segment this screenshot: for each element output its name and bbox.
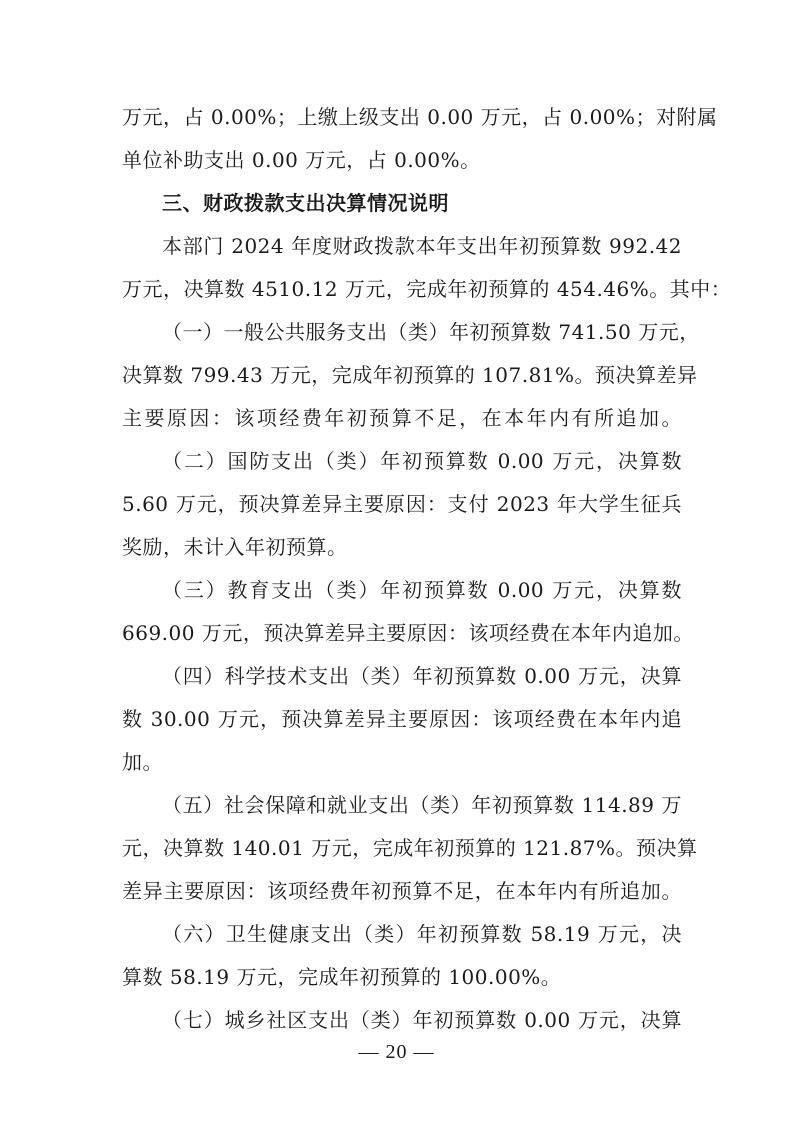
- body-line: （二）国防支出（类）年初预算数 0.00 万元，决算数: [162, 449, 682, 473]
- body-line: 5.60 万元，预决算差异主要原因：支付 2023 年大学生征兵: [122, 492, 682, 516]
- body-line: 669.00 万元，预决算差异主要原因：该项经费在本年内追加。: [122, 621, 694, 645]
- body-line: 加。: [122, 750, 163, 774]
- body-line: （四）科学技术支出（类）年初预算数 0.00 万元，决算: [162, 664, 682, 688]
- section-heading: 三、财政拨款支出决算情况说明: [162, 191, 449, 215]
- body-line: 奖励，未计入年初预算。: [122, 535, 348, 559]
- body-line: 算数 58.19 万元，完成年初预算的 100.00%。: [122, 965, 562, 989]
- body-line: （三）教育支出（类）年初预算数 0.00 万元，决算数: [162, 578, 682, 602]
- body-line: 数 30.00 万元，预决算差异主要原因：该项经费在本年内追: [122, 707, 682, 731]
- body-line: 万元，决算数 4510.12 万元，完成年初预算的 454.46%。其中：: [122, 277, 732, 301]
- body-line: 差异主要原因：该项经费年初预算不足，在本年内有所追加。: [122, 879, 682, 903]
- page-number: — 20 —: [358, 1041, 435, 1063]
- body-line: （七）城乡社区支出（类）年初预算数 0.00 万元，决算: [162, 1008, 682, 1032]
- body-line: 元，决算数 140.01 万元，完成年初预算的 121.87%。预决算: [122, 836, 698, 860]
- body-line: 主要原因：该项经费年初预算不足，在本年内有所追加。: [122, 406, 682, 430]
- body-line: 万元，占 0.00%；上缴上级支出 0.00 万元，占 0.00%；对附属: [122, 105, 718, 129]
- body-line: （五）社会保障和就业支出（类）年初预算数 114.89 万: [162, 793, 682, 817]
- body-line: （一）一般公共服务支出（类）年初预算数 741.50 万元，: [162, 320, 700, 344]
- body-line: 本部门 2024 年度财政拨款本年支出年初预算数 992.42: [162, 234, 682, 258]
- body-line: 决算数 799.43 万元，完成年初预算的 107.81%。预决算差异: [122, 363, 698, 387]
- body-line: 单位补助支出 0.00 万元，占 0.00%。: [122, 148, 481, 172]
- body-line: （六）卫生健康支出（类）年初预算数 58.19 万元，决: [162, 922, 682, 946]
